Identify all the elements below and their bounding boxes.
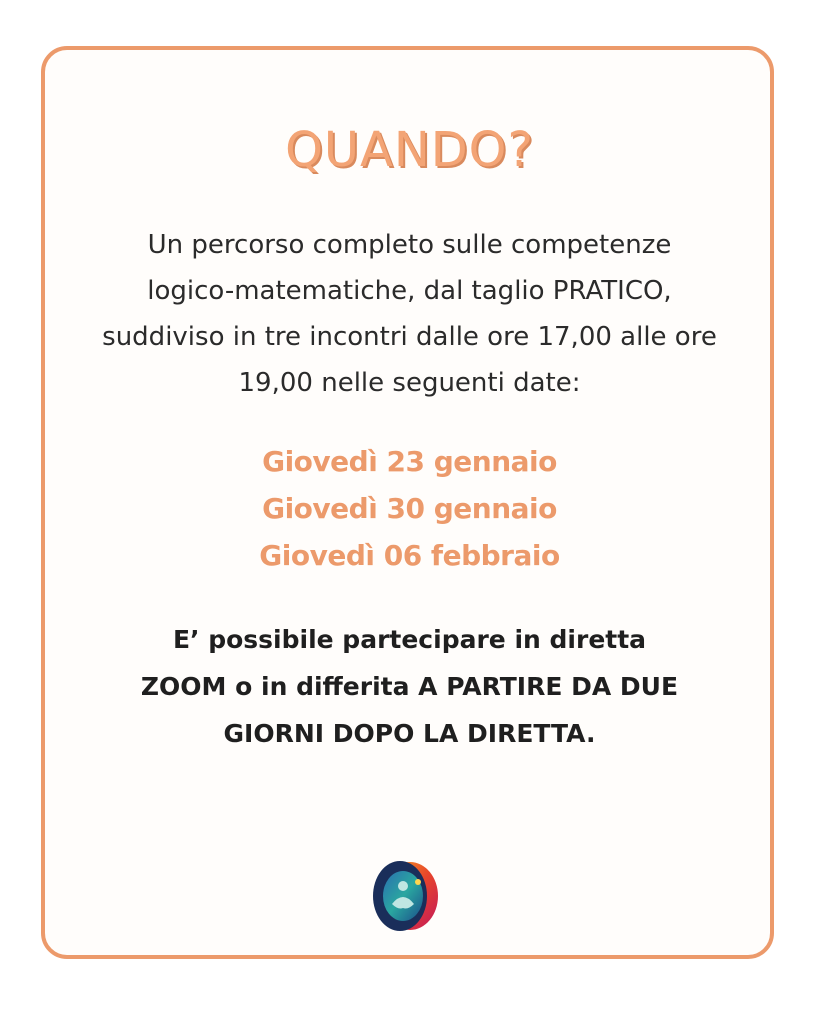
intro-line: Un percorso completo sulle competenze bbox=[147, 230, 672, 260]
dates-list bbox=[0, 438, 819, 579]
intro-line: logico-matematiche, dal taglio PRATICO, bbox=[147, 276, 672, 306]
logo-dot bbox=[415, 879, 421, 885]
participation-note bbox=[80, 616, 739, 757]
logo-figure-head bbox=[398, 881, 408, 891]
note-line: E’ possibile partecipare in diretta bbox=[172, 625, 647, 654]
date-item: Giovedì 30 gennaio bbox=[262, 492, 557, 525]
logo-inner-disc bbox=[383, 871, 423, 921]
date-item: Giovedì 23 gennaio bbox=[262, 445, 557, 478]
date-item: Giovedì 06 febbraio bbox=[259, 539, 560, 572]
intro-line: suddiviso in tre incontri dalle ore 17,00 alle ore bbox=[102, 322, 717, 352]
note-line: ZOOM o in differita A PARTIRE DA DUE bbox=[140, 672, 679, 701]
intro-paragraph bbox=[80, 222, 739, 406]
note-line: GIORNI DOPO LA DIRETTA. bbox=[223, 719, 596, 748]
page-title: QUANDO? bbox=[285, 122, 534, 178]
intro-line: 19,00 nelle seguenti date: bbox=[238, 368, 581, 398]
innovazione-infanzia-logo bbox=[370, 858, 440, 934]
